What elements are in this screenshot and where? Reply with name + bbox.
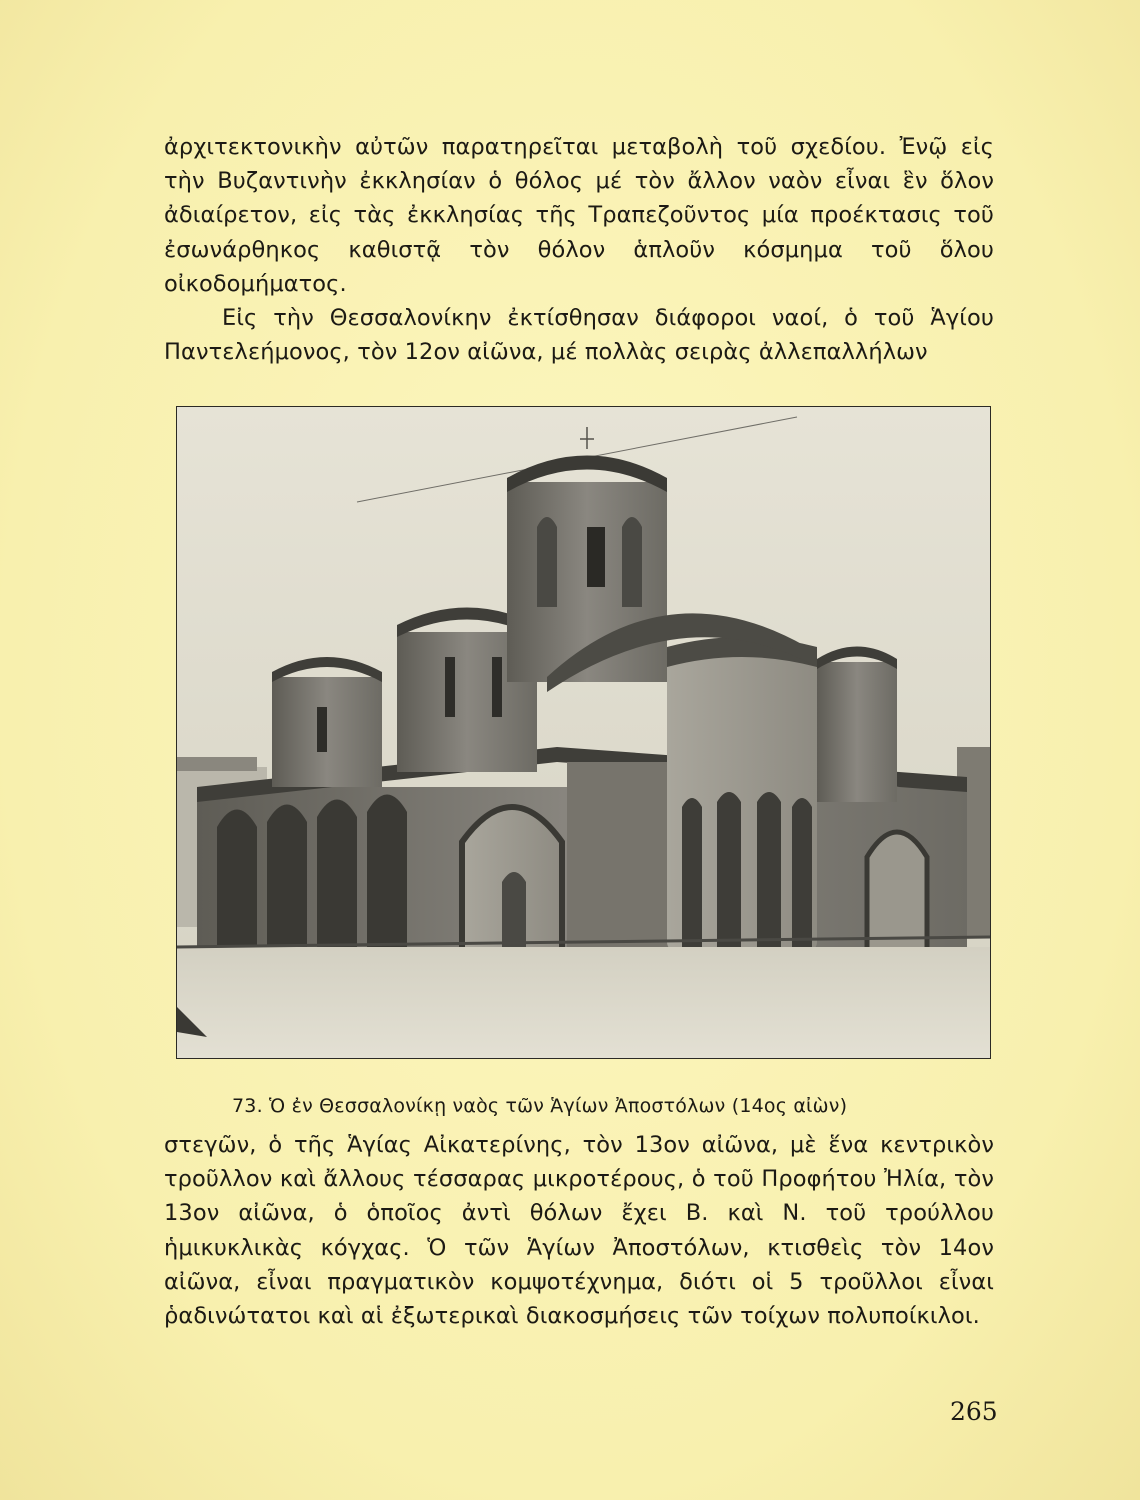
church-illustration xyxy=(177,407,990,1058)
paragraph-1: ἀρχιτεκτονικὴν αὐτῶν παρατηρεῖται μεταβολὴ τοῦ σχεδίου. Ἐνῷ εἰς τὴν Βυζαντινὴν ἐκκλησίαν ὁ θόλος μέ τὸν ἄλλον ναὸν εἶναι ἓν ὅλον ἀδιαίρετον, εἰς τὰς ἐκκλησίας τῆς Τραπεζοῦντος μία προέκτασις τοῦ ἐσωνάρθηκος καθιστᾷ τὸν θόλον ἁπλοῦν κόσμημα τοῦ ὅλου οἰκοδομήματος. xyxy=(164,134,994,297)
paragraph-3: στεγῶν, ὁ τῆς Ἁγίας Αἰκατερίνης, τὸν 13ον αἰῶνα, μὲ ἕνα κεντρικὸν τροῦλλον καὶ ἄλλους τέσσαρας μικροτέρους, ὁ τοῦ Προφήτου Ἠλία, τὸν 13ον αἰῶνα, ὁ ὁποῖος ἀντὶ θόλων ἔχει Β. καὶ Ν. τοῦ τρούλλου ἡμικυκλικὰς κόγχας. Ὁ τῶν Ἁγίων Ἀποστόλων, κτισθεὶς τὸν 14ον αἰῶνα, εἶναι πραγματικὸν κομψοτέχνημα, διότι οἱ 5 τροῦλλοι εἶναι ῥαδινώτατοι καὶ αἱ ἐξωτερικαὶ διακοσμήσεις τῶν τοίχων πολυποίκιλοι. xyxy=(164,1132,994,1330)
paragraph-2: Εἰς τὴν Θεσσαλονίκην ἐκτίσθησαν διάφοροι ναοί, ὁ τοῦ Ἁγίου Παντελεήμονος, τὸν 12ον αἰῶνα, μέ πολλὰς σειρὰς ἀλλεπαλλήλων xyxy=(164,305,994,366)
bottom-text-block xyxy=(164,1128,994,1333)
page-number: 265 xyxy=(950,1397,998,1426)
figure-caption: 73. Ὁ ἐν Θεσσαλονίκῃ ναὸς τῶν Ἁγίων Ἀποστόλων (14ος αἰὼν) xyxy=(232,1095,848,1117)
church-photograph xyxy=(176,406,991,1059)
top-text-block xyxy=(164,130,994,369)
